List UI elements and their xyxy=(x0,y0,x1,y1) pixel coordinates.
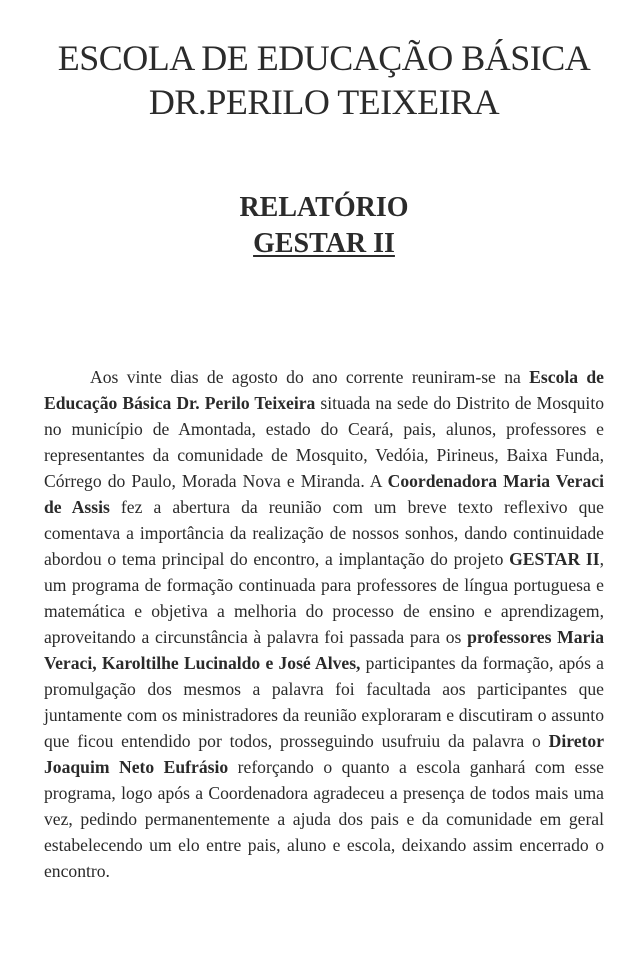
school-name-line-1: ESCOLA DE EDUCAÇÃO BÁSICA xyxy=(57,38,591,78)
report-title-line-1: RELATÓRIO xyxy=(239,192,409,223)
body-bold-school-name: Escola de Educação Básica Dr. Perilo Teixeira xyxy=(44,367,604,413)
body-bold-director: Diretor Joaquim Neto Eufrásio xyxy=(44,731,604,777)
body-text-segment-2: situada na sede do Distrito de Mosquito no município de Amontada, estado do Ceará, pais, alunos, professores e representantes da comunidade de Mosquito, Vedóia, Pirineus, Baixa Funda, Córrego do Paulo, Morada Nova e Miranda. A xyxy=(44,393,605,491)
body-bold-coordinator: Coordenadora Maria Veraci de Assis xyxy=(44,471,604,517)
report-body-paragraph xyxy=(44,364,604,884)
body-text-segment-6: reforçando o quanto a escola ganhará com esse programa, logo após a Coordenadora agradeceu a presença de todos mais uma vez, pedindo permanentemente a ajuda dos pais e da comunidade em geral estabelecendo um elo entre pais, aluno e escola, deixando assim encerrado o encontro. xyxy=(44,757,604,881)
body-text-segment-3: fez a abertura da reunião com um breve texto reflexivo que comentava a importância da realização de nossos sonhos, dando continuidade abordou o tema principal do encontro, a implantação do projeto xyxy=(44,497,604,569)
body-text-segment-4: , um programa de formação continuada para professores de língua portuguesa e matemática e objetiva a melhoria do processo de ensino e aprendizagem, aproveitando a circunstância à palavra foi passada para os xyxy=(44,549,604,647)
report-title xyxy=(44,190,604,262)
body-text-segment-1: Aos vinte dias de agosto do ano corrente reuniram-se na xyxy=(90,367,530,387)
report-title-line-2: GESTAR II xyxy=(253,228,395,259)
body-text-segment-5: participantes da formação, após a promulgação dos mesmos a palavra foi facultada aos participantes que juntamente com os ministradores da reunião exploraram e discutiram o assunto que ficou entendido por todos, prosseguindo usufruiu da palavra o xyxy=(44,653,604,751)
school-name-heading xyxy=(44,0,604,124)
body-bold-project-name: GESTAR II xyxy=(509,549,600,569)
body-bold-teachers: professores Maria Veraci, Karoltilhe Lucinaldo e José Alves, xyxy=(44,627,604,673)
school-name-line-2: DR.PERILO TEIXEIRA xyxy=(148,82,500,122)
